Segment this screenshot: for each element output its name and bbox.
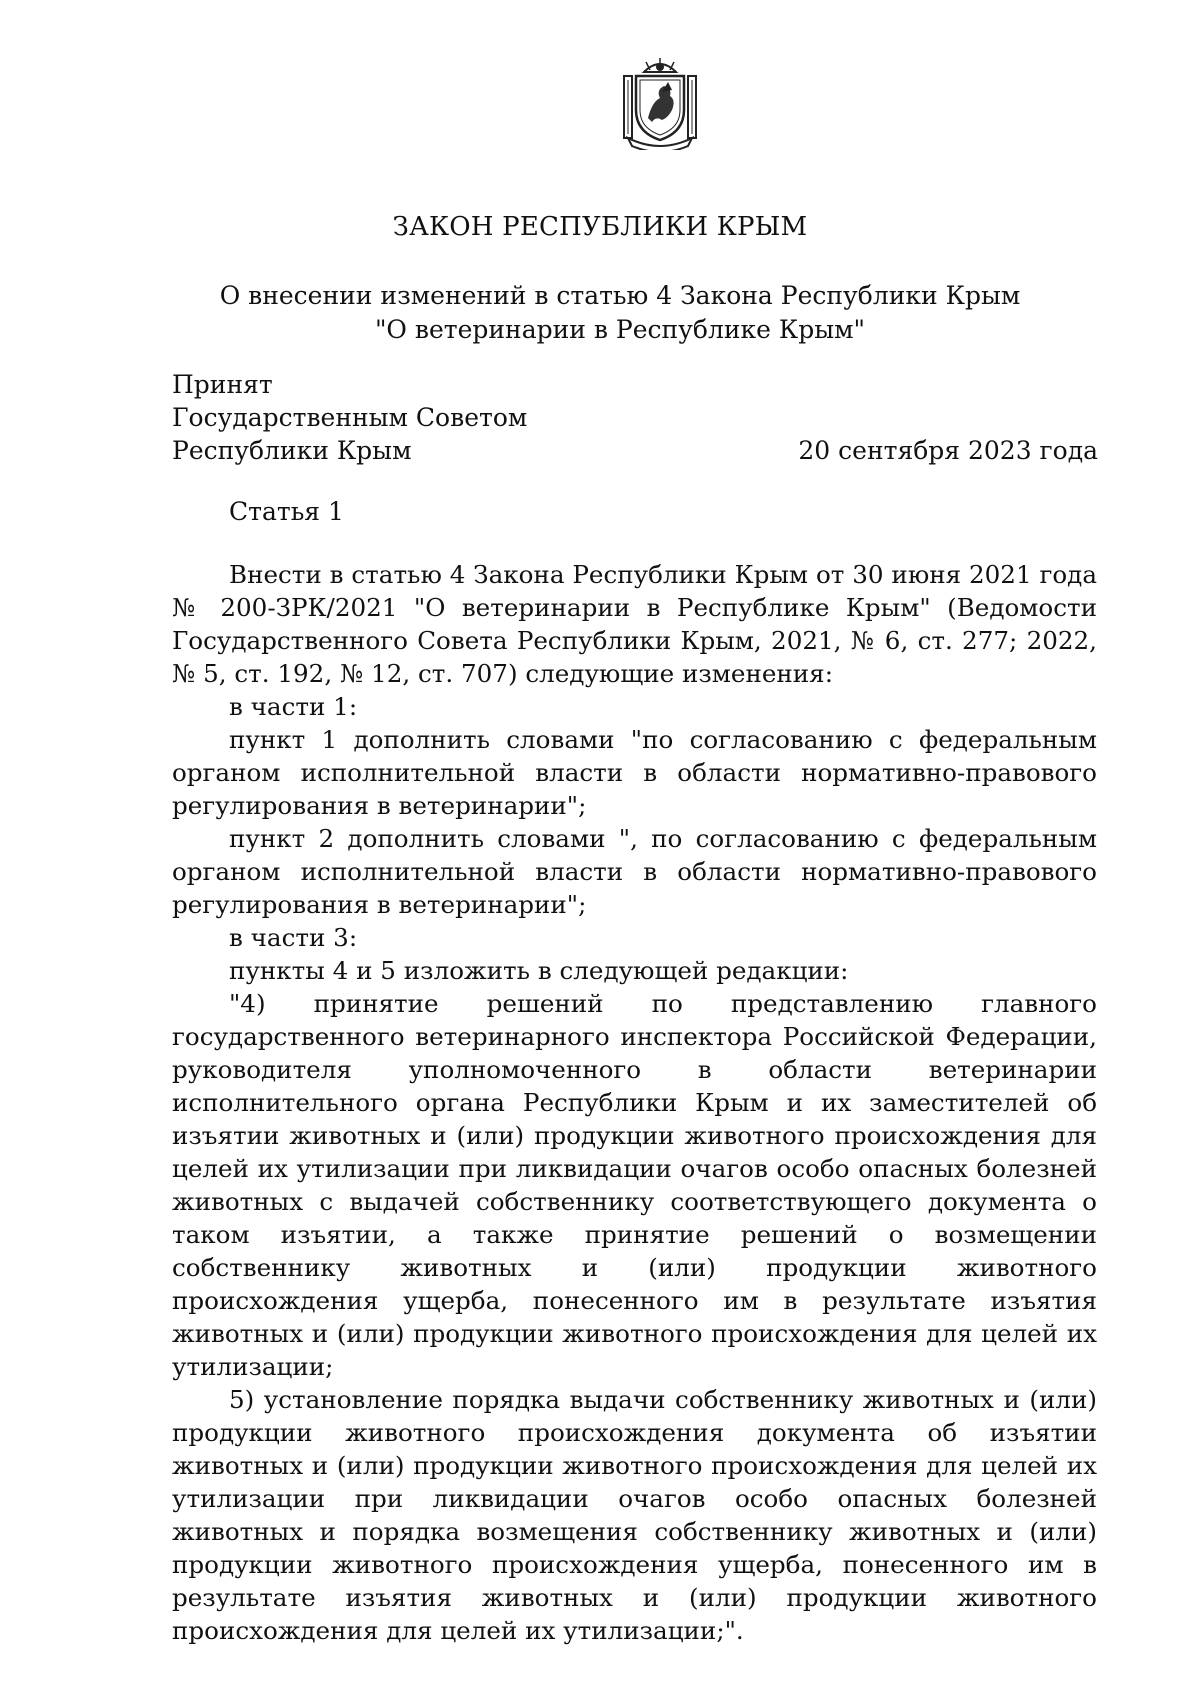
document-title: ЗАКОН РЕСПУБЛИКИ КРЫМ xyxy=(392,212,808,242)
document-subtitle xyxy=(0,279,1200,347)
paragraph: пункт 2 дополнить словами ", по согласованию с федеральным органом исполнительной власти в области нормативно-правового регулирования в ветеринарии"; xyxy=(172,824,1097,919)
article-heading: Статья 1 xyxy=(229,497,344,526)
paragraph: пункт 1 дополнить словами "по согласованию с федеральным органом исполнительной власти в области нормативно-правового регулирования в ветеринарии"; xyxy=(172,725,1097,820)
subtitle-line-2: "О ветеринарии в Республике Крым" xyxy=(374,315,866,344)
adoption-line-2: Государственным Советом xyxy=(172,403,528,432)
article-body xyxy=(172,558,1097,1647)
paragraph: пункты 4 и 5 изложить в следующей редакции: xyxy=(229,956,849,985)
paragraph: "4) принятие решений по представлению главного государственного ветеринарного инспектора Российской Федерации, руководителя уполномоченного в области ветеринарии исполнительного органа Республики Крым и их заместителей об изъятии животных и (или) продукции животного происхождения для целей их утилизации при ликвидации очагов особо опасных болезней животных с выдачей собственнику соответствующего документа о таком изъятии, а также принятие решений о возмещении собственнику животных и (или) продукции животного происхождения ущерба, понесенного им в результате изъятия животных и (или) продукции животного происхождения для целей их утилизации; xyxy=(172,989,1097,1381)
paragraph: Внести в статью 4 Закона Республики Крым от 30 июня 2021 года № 200-ЗРК/2021 "О ветеринарии в Республике Крым" (Ведомости Государственного Совета Республики Крым, 2021, № 6, ст. 277; 2022, № 5, ст. 192, № 12, ст. 707) следующие изменения: xyxy=(172,560,1097,688)
adoption-line-1: Принят xyxy=(172,370,273,399)
paragraph: в части 3: xyxy=(229,923,358,952)
paragraph: в части 1: xyxy=(229,692,358,721)
adoption-block xyxy=(172,368,527,467)
subtitle-line-1: О внесении изменений в статью 4 Закона Республики Крым xyxy=(219,281,1021,310)
paragraph: 5) установление порядка выдачи собственнику животных и (или) продукции животного происхождения документа об изъятии животных и (или) продукции животного происхождения для целей их утилизации при ликвидации очагов особо опасных болезней животных и порядка возмещения собственнику животных и (или) продукции животного происхождения ущерба, понесенного им в результате изъятия животных и (или) продукции животного происхождения для целей их утилизации;". xyxy=(172,1385,1097,1645)
adoption-date: 20 сентября 2023 года xyxy=(798,436,1098,465)
adoption-line-3: Республики Крым xyxy=(172,436,412,465)
crimea-coat-of-arms-icon xyxy=(622,58,698,150)
